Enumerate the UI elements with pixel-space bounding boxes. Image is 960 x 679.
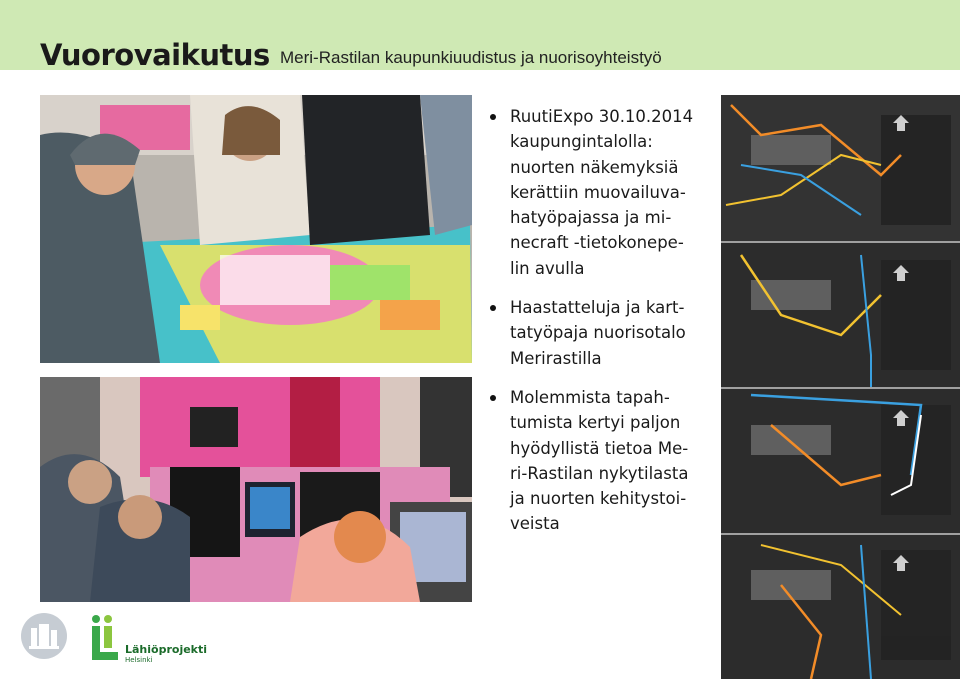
city-emblem-logo <box>20 612 68 660</box>
photo-route-maps <box>721 95 960 679</box>
bullet-icon <box>490 395 496 401</box>
list-item <box>488 385 714 537</box>
list-item <box>488 104 714 281</box>
photo-modelling-workshop <box>40 95 472 363</box>
bullet-icon <box>490 305 496 311</box>
bullet-text: RuutiExpo 30.10.2014 kaupungintalolla: nuorten näkemyksiä kerättiin muovailuva- hatyöpajassa ja mi- necraft -tietokonepe- lin avulla <box>510 107 694 278</box>
bullet-list <box>488 104 714 551</box>
lahioprojekti-logo-subtext: Helsinki <box>125 656 153 664</box>
bullet-text: Haastatteluja ja kart- tatyöpaja nuorisotalo Merirastilla <box>510 298 686 368</box>
page-subtitle: Meri-Rastilan kaupunkiuudistus ja nuorisoyhteistyö <box>280 48 662 67</box>
lahioprojekti-logo-text: Lähiöprojekti <box>125 643 208 656</box>
bullet-icon <box>490 114 496 120</box>
page-title: Vuorovaikutus <box>40 38 270 72</box>
list-item <box>488 295 714 371</box>
photo-minecraft-computers <box>40 377 472 602</box>
bullet-text: Molemmista tapah- tumista kertyi paljon hyödyllistä tietoa Me- ri-Rastilan nykytilasta ja nuorten kehitystoi- veista <box>510 387 689 534</box>
